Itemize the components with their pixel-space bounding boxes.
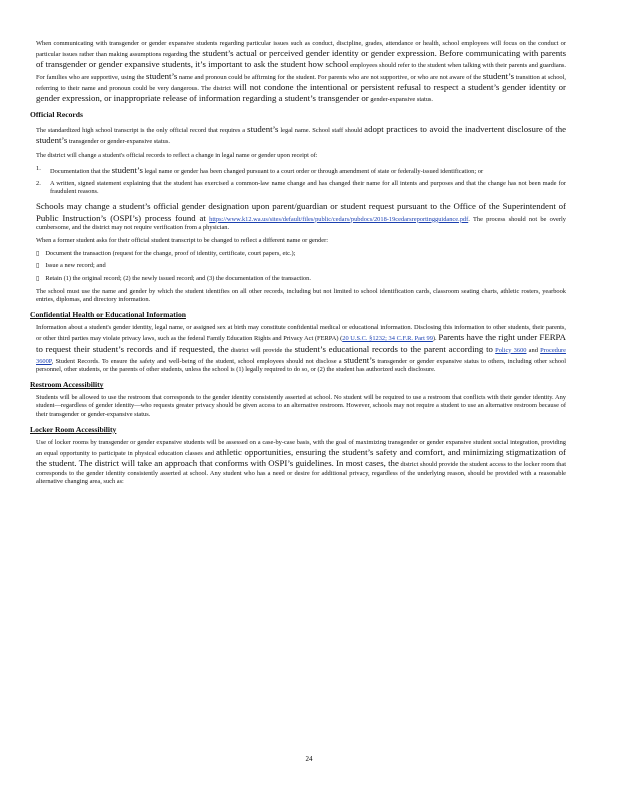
paragraph-transcript bbox=[36, 124, 566, 146]
heading-restroom: Restroom Accessibility bbox=[30, 380, 104, 390]
heading-locker-room: Locker Room Accessibility bbox=[30, 424, 117, 434]
text-span: and bbox=[528, 346, 538, 354]
text-span: student’s bbox=[247, 124, 279, 135]
text-span: gender-expansive status. bbox=[370, 96, 434, 104]
list-number: 1. bbox=[36, 164, 41, 172]
list-item bbox=[36, 250, 566, 258]
text-span: transgender or gender-expansive status. bbox=[68, 138, 170, 146]
text-span: district will provide the bbox=[230, 346, 293, 354]
list-text: Issue a new record; and bbox=[45, 262, 106, 270]
page-number: 24 bbox=[305, 755, 313, 763]
paragraph-locker-room bbox=[36, 439, 566, 486]
paragraph-restroom: Students will be allowed to use the restroom that corresponds to the gender identity consistently asserted at school. No student will be required to use a restroom that conflicts with their gender identity. Any student—regardless of gender identity—who requests greater privacy should be given access to an alternative restroom. However, schools may not require a student to use an alternative restroom because of their transgender or gender-expansive status. bbox=[36, 394, 566, 418]
text-span: legal name or gender has been changed pursuant to a court order or through amendment of state or federally-issued identification; or bbox=[144, 167, 484, 175]
paragraph-communicating bbox=[36, 40, 566, 104]
document-page bbox=[30, 40, 567, 491]
text-span: student’s educational records to the parent according to bbox=[294, 343, 493, 354]
text-span: . The process should not be overly cumbersome, and the district may not require verification from a physician. bbox=[36, 215, 566, 231]
paragraph-other-records: The school must use the name and gender by which the student identifies on all other records, including but not limited to school identification cards, classroom seating charts, athletic rosters, yearbook entries, diplomas, and directory information. bbox=[36, 287, 566, 304]
list-item bbox=[36, 275, 566, 283]
text-span: student’s bbox=[343, 354, 376, 365]
text-span: Use of locker rooms by transgender or gender expansive students will be assessed on a case-by-case basis, with the goal of maximizing transgender or gender expansive student social integration, providing an equal opportunity to participate in physical education classes and bbox=[36, 438, 566, 458]
text-span: The standardized high school transcript is the only official record that requires a bbox=[36, 127, 246, 135]
text-span: Schools may change a student’s official gender designation upon parent/guardian or student request pursuant to the Office of the Superintendent of Public Instruction’s (OSPI’s) process found at bbox=[36, 201, 566, 223]
policy-3600-link[interactable]: Policy 3600 bbox=[495, 346, 527, 354]
text-span: student’s bbox=[482, 70, 514, 81]
text-span: will not condone the intentional or persistent refusal to respect a student’s gender identity or gender expression, or inappropriate release of information regarding a student’s transgender or bbox=[36, 81, 566, 104]
text-span: ). bbox=[432, 335, 437, 343]
heading-official-records: Official Records bbox=[30, 110, 83, 120]
list-number: 2. bbox=[36, 180, 41, 188]
text-span: athletic opportunities, ensuring the student’s safety and comfort, and minimizing stigmatization of the student. The district will take an approach that conforms with OSPI’s guidelines. In most cases, the bbox=[36, 447, 566, 469]
list-item bbox=[36, 262, 566, 270]
checkbox-bullet-icon: ▯ bbox=[36, 250, 40, 258]
list-text: Document the transaction (request for the change, proof of identity, certificate, court papers, etc.); bbox=[45, 250, 296, 258]
text-span: Information about a student's gender identity, legal name, or assigned sex at birth may constitute confidential medical or educational information. Disclosing this information to other students, their parents, or other third parties may violate privacy laws, such as the federal Family Education Rights and Privacy Act (FERPA) ( bbox=[36, 324, 566, 343]
list-text: Retain (1) the original record; (2) the newly issued record; and (3) the documentation of the transaction. bbox=[45, 274, 311, 282]
text-span: student’s bbox=[146, 70, 178, 81]
paragraph-ospi bbox=[36, 201, 566, 232]
text-span: adopt practices to avoid the inadvertent disclosure of the student’s bbox=[36, 124, 566, 146]
ospi-guidance-link[interactable]: https://www.k12.wa.us/sites/default/files/public/cedars/pubdocs/2018-19cedarsreportingguidance.pdf bbox=[209, 215, 469, 223]
procedure-3600p-link[interactable]: Procedure 3600P bbox=[36, 346, 567, 365]
text-span: the student’s actual or perceived gender identity or gender expression. Before communicating with parents of transgender or gender expansive students, it’s important to ask the student how school bbox=[36, 48, 566, 70]
text-span: transgender or gender expansive status to others, including other school personnel, other students, or the parents of other students, unless the school is (1) legally required to do so, or (2) the student has authorized such disclosure. bbox=[36, 357, 566, 374]
text-span: Documentation that the bbox=[50, 167, 110, 175]
ferpa-citation-link[interactable]: 20 U.S.C. §1232; 34 C.F.R. Part 99 bbox=[342, 335, 433, 343]
bullet-list bbox=[36, 250, 566, 283]
checkbox-bullet-icon: ▯ bbox=[36, 274, 40, 282]
paragraph-former-student: When a former student asks for their official student transcript to be changed to reflect a different name or gender: bbox=[36, 237, 329, 245]
text-span: employees should refer to the student when talking with their parents and guardians. For families who are supportive, using the bbox=[36, 62, 566, 81]
text-span: student’s bbox=[111, 164, 143, 175]
numbered-list bbox=[36, 165, 566, 197]
text-span: name and pronoun could be affirming for the student. For parents who are not supportive, or who are not aware of the bbox=[178, 73, 482, 81]
list-text: A written, signed statement explaining that the student has exercised a common-law name change and has changed their name for all intents and purposes and that the change has not been made for fraudulent reasons. bbox=[50, 180, 566, 196]
text-span: When communicating with transgender or gender expansive students regarding particular issues such as conduct, discipline, grades, attendance or health, school employees will focus on the conduct or particular issues rather than making assumptions regarding bbox=[36, 40, 566, 59]
list-text bbox=[50, 165, 566, 176]
text-span: district should provide the student access to the locker room that corresponds to the gender identity consistently asserted at school. Any student who has a need or desire for additional privacy, regardless of the underlying reason, should be provided with a reasonable alternative changing area, such as: bbox=[36, 461, 566, 485]
text-span: legal name. School staff should bbox=[280, 127, 363, 135]
list-item bbox=[36, 180, 566, 196]
heading-confidential-info: Confidential Health or Educational Information bbox=[30, 310, 186, 320]
checkbox-bullet-icon: ▯ bbox=[36, 262, 40, 270]
list-item bbox=[36, 165, 566, 176]
text-span: , Student Records. To ensure the safety and well-being of the student, school employees should not disclose a bbox=[51, 357, 342, 365]
text-span: transition at school, referring to their name and pronoun could be very dangerous. The district bbox=[36, 73, 566, 92]
paragraph-change-records: The district will change a student's official records to reflect a change in legal name or gender upon receipt of: bbox=[36, 151, 318, 159]
paragraph-confidential bbox=[36, 324, 566, 374]
text-span: Parents have the right under FERPA to request their student’s records and if requested, the bbox=[36, 332, 566, 354]
